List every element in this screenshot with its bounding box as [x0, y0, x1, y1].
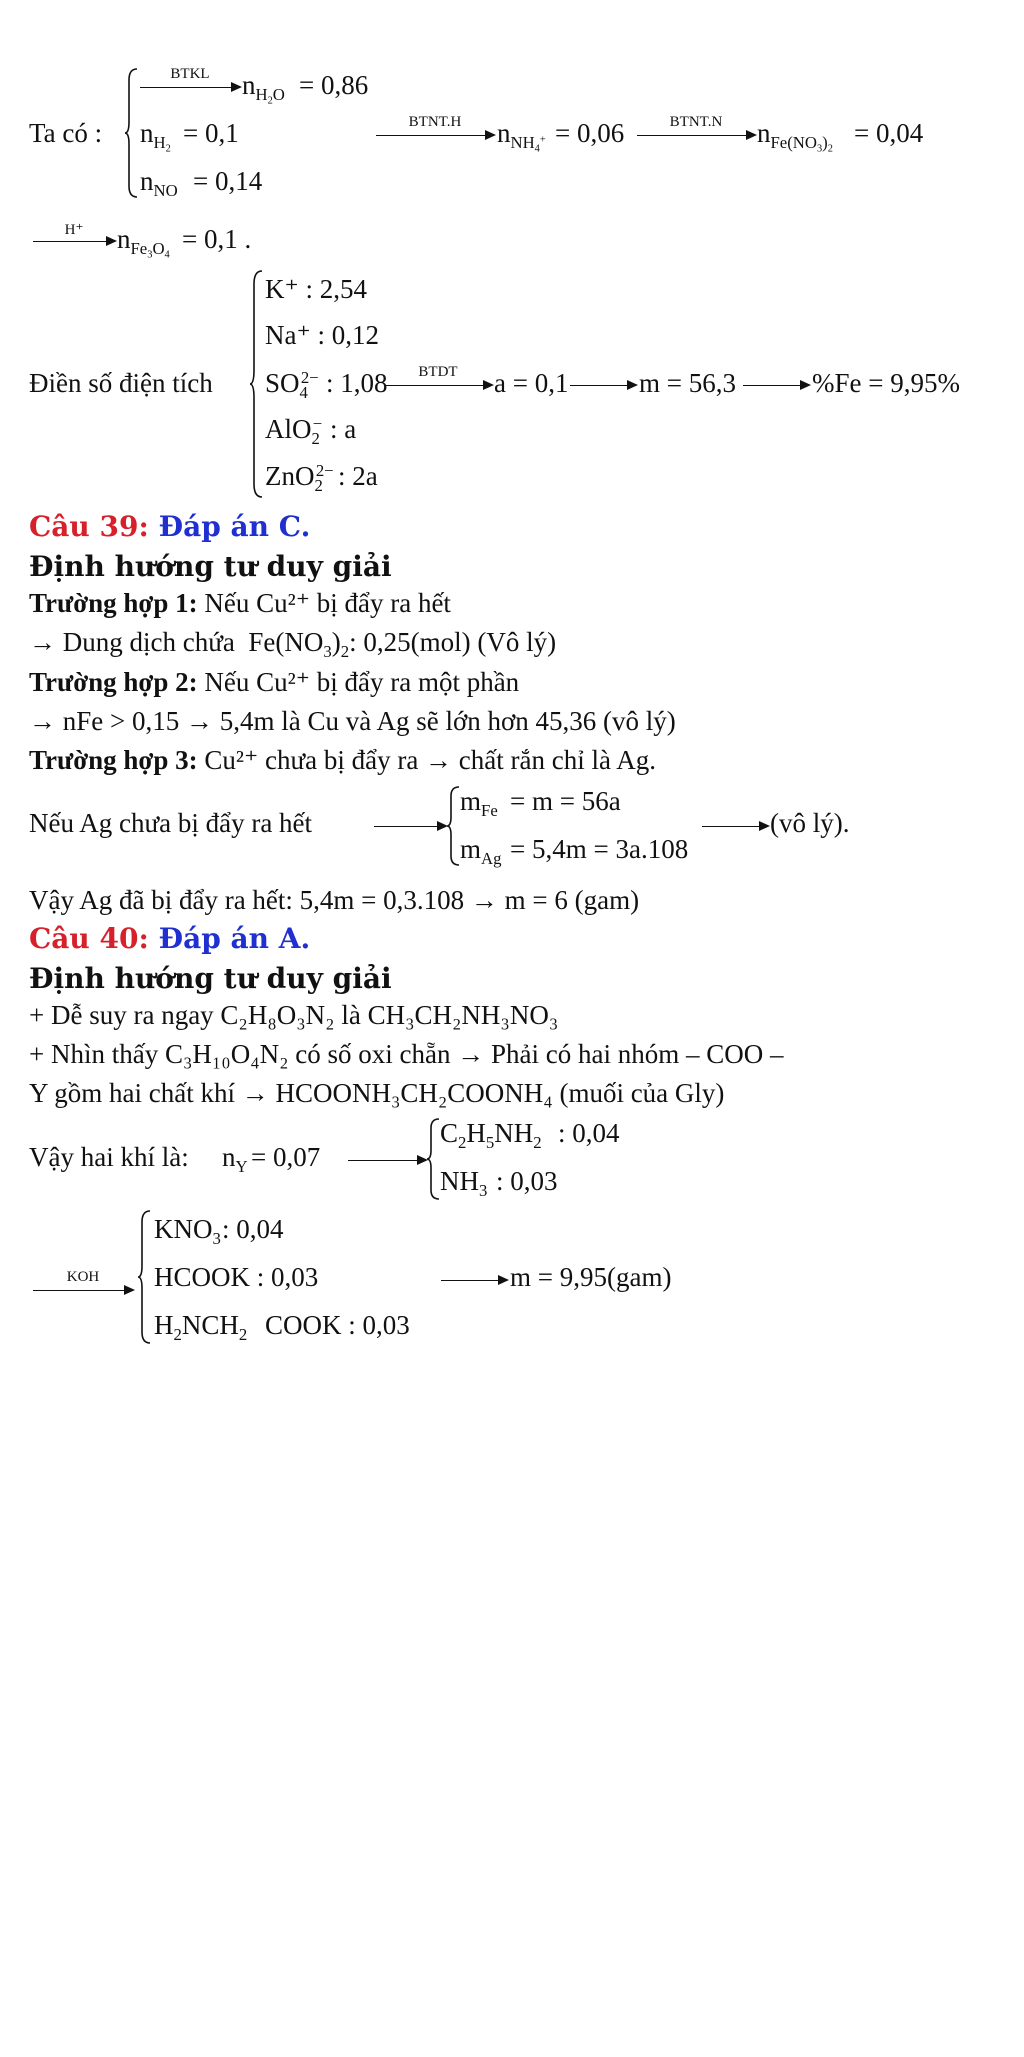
- pct-arrow: [743, 385, 809, 386]
- so4-value: : 1,08: [326, 368, 388, 398]
- q40-header: [29, 922, 310, 955]
- q40-answer: Đáp án A.: [158, 922, 311, 955]
- koh-arrow: [33, 1290, 133, 1291]
- no-value: = 0,14: [193, 166, 263, 196]
- block2-intro: Điền số điện tích: [29, 368, 213, 398]
- nh3: $NH_3$: [440, 1166, 488, 1200]
- koh-label: KOH: [66, 1269, 100, 1285]
- case2-line: [29, 667, 519, 698]
- block2-brace: [249, 270, 263, 498]
- q40-line2: + Nhìn thấy C₃H₁₀O₄N₂ có số oxi chẵn → Phải có hai nhóm – COO –: [29, 1039, 784, 1069]
- kno3-value: : 0,04: [222, 1214, 284, 1244]
- ny-value: = 0,07: [251, 1142, 321, 1172]
- zno2-value: : 2a: [338, 461, 378, 491]
- ag-brace: [446, 786, 460, 866]
- q39-answer: Đáp án C.: [158, 510, 311, 543]
- c2h5nh2-value: : 0,04: [558, 1118, 620, 1148]
- gas-brace: [426, 1118, 440, 1200]
- kno3: $KNO_3$: [154, 1214, 221, 1248]
- ag-pre: Nếu Ag chưa bị đẩy ra hết: [29, 808, 313, 838]
- case2-label: Trường hợp 2:: [29, 667, 198, 697]
- a-value: a = 0,1: [494, 368, 569, 398]
- btntn-label: BTNT.N: [669, 114, 723, 130]
- nh3-value: : 0,03: [496, 1166, 558, 1196]
- hplus-label: H⁺: [64, 222, 84, 238]
- case3-label: Trường hợp 3:: [29, 745, 198, 775]
- btnth-label: BTNT.H: [408, 114, 462, 130]
- case1-result-pre: → Dung dịch chứa: [29, 627, 235, 657]
- h2-value: = 0,1: [183, 118, 239, 148]
- q39-title: Câu 39:: [29, 510, 149, 543]
- case1-line: [29, 588, 451, 619]
- na-ion: Na⁺ : 0,12: [265, 320, 379, 350]
- h2nch2cook: $H_2NCH_2$: [154, 1310, 248, 1344]
- m-arrow: [570, 385, 636, 386]
- n-fe-no3: $n_{Fe(NO_3)_2}$: [757, 118, 833, 155]
- m-result-arrow: [441, 1280, 507, 1281]
- case2-text: Nếu Cu²⁺ bị đẩy ra một phần: [204, 667, 520, 697]
- block1-brace: [124, 68, 138, 198]
- glyk-value: COOK : 0,03: [265, 1310, 410, 1340]
- zno2-ion: ZnO$_2^{2-}$: [265, 460, 334, 495]
- fe-no3-value: = 0,04: [854, 118, 924, 148]
- ag-result: (vô lý).: [770, 808, 850, 838]
- koh-brace: [137, 1210, 151, 1344]
- gas-pre: Vậy hai khí là:: [29, 1142, 189, 1172]
- btkl-label: BTKL: [170, 66, 210, 82]
- q40-heading: Định hướng tư duy giải: [29, 962, 392, 995]
- m-value: m = 56,3: [639, 368, 736, 398]
- m-ag-value: = 5,4m = 3a.108: [510, 834, 689, 864]
- btnth-arrow: [376, 135, 494, 136]
- q40-line3: Y gồm hai chất khí → HCOONH₃CH₂COONH₄ (muối của Gly): [29, 1078, 725, 1108]
- hplus-arrow: [33, 241, 115, 242]
- k-ion: K⁺ : 2,54: [265, 274, 368, 304]
- h2o-value: = 0,86: [299, 70, 369, 100]
- so4-ion: $SO_4^{2-}$: [265, 367, 319, 402]
- ag-arrow: [374, 826, 446, 827]
- m-ag: $m_{Ag}$: [460, 834, 502, 868]
- q39-heading: Định hướng tư duy giải: [29, 550, 392, 583]
- m-fe-value: = m = 56a: [510, 786, 621, 816]
- nh4-value: = 0,06: [555, 118, 625, 148]
- case1-result: [29, 627, 557, 661]
- n-y: $n_Y$: [222, 1142, 248, 1176]
- fe-no3-formula: $Fe(NO_3)_2$: [241, 627, 350, 661]
- m-result: m = 9,95(gam): [510, 1262, 672, 1292]
- case1-text: Nếu Cu²⁺ bị đẩy ra hết: [204, 588, 451, 618]
- btntn-arrow: [637, 135, 755, 136]
- ag-result-arrow: [702, 826, 768, 827]
- m-fe: $m_{Fe}$: [460, 786, 498, 820]
- gas-arrow: [348, 1160, 426, 1161]
- c2h5nh2: $C_2H_5NH_2$: [440, 1118, 542, 1152]
- btdt-arrow: [384, 385, 492, 386]
- case3-text: Cu²⁺ chưa bị đẩy ra → chất rắn chỉ là Ag.: [204, 745, 656, 775]
- q40-title: Câu 40:: [29, 922, 149, 955]
- n-h2: $n_{H_2}$: [140, 118, 171, 155]
- case2-result: → nFe > 0,15 → 5,4m là Cu và Ag sẽ lớn hơn 45,36 (vô lý): [29, 706, 676, 736]
- case1-label: Trường hợp 1:: [29, 588, 198, 618]
- q39-conclusion: Vậy Ag đã bị đẩy ra hết: 5,4m = 0,3.108 → m = 6 (gam): [29, 885, 640, 915]
- alo2-ion: AlO$_2$−: [265, 413, 323, 448]
- q39-header: [29, 510, 310, 543]
- btkl-arrow: [140, 87, 240, 88]
- btdt-label: BTDT: [418, 364, 458, 380]
- hcook: HCOOK : 0,03: [154, 1262, 319, 1292]
- alo2-value: : a: [330, 414, 357, 444]
- q40-line1: + Dễ suy ra ngay C₂H₈O₃N₂ là CH₃CH₂NH₃NO₃: [29, 1000, 559, 1030]
- n-fe3o4: $n_{Fe_3O_4}$: [117, 224, 170, 261]
- n-h2o: $n_{H_2O}$: [242, 70, 285, 107]
- block1-intro: Ta có :: [29, 118, 103, 148]
- n-no: $n_{NO}$: [140, 166, 178, 200]
- n-nh4: $n_{NH_4^+}$: [497, 118, 546, 155]
- fe-percent: %Fe = 9,95%: [812, 368, 960, 398]
- fe3o4-value: = 0,1 .: [182, 224, 252, 254]
- case1-result-val: : 0,25(mol) (Vô lý): [349, 627, 557, 657]
- case3-line: [29, 745, 656, 776]
